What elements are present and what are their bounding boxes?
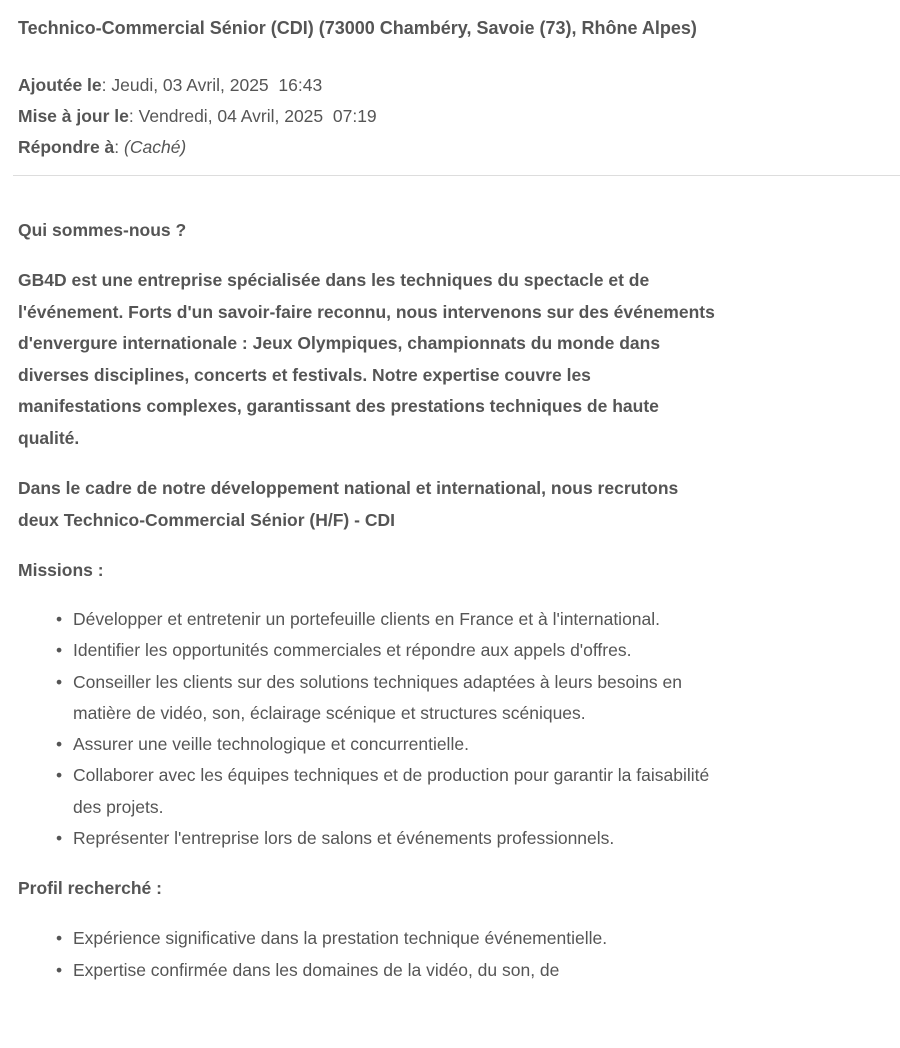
recruit-text: Dans le cadre de notre développement national et international, nous recrutons deux Technico-Commercial Sénior (H/F) - CDI <box>18 478 679 530</box>
meta-added-value: Jeudi, 03 Avril, 2025 16:43 <box>111 75 323 95</box>
profile-heading: Profil recherché : <box>18 878 162 899</box>
list-item: • Expérience significative dans la prestation technique événementielle. <box>73 923 723 954</box>
job-title: Technico-Commercial Sénior (CDI) (73000 Chambéry, Savoie (73), Rhône Alpes) <box>18 18 697 38</box>
meta-reply-label: Répondre à <box>18 137 115 157</box>
header-divider <box>13 175 900 176</box>
job-meta <box>18 70 882 163</box>
profile-list <box>18 923 723 986</box>
meta-added: Ajoutée le: Jeudi, 03 Avril, 2025 16:43 <box>18 75 323 95</box>
missions-list <box>18 604 723 854</box>
list-item: • Conseiller les clients sur des solutions techniques adaptées à leurs besoins en matière de vidéo, son, éclairage scénique et structures scéniques. <box>73 667 723 730</box>
meta-added-label: Ajoutée le <box>18 75 102 95</box>
meta-updated-label: Mise à jour le <box>18 106 129 126</box>
about-heading: Qui sommes-nous ? <box>18 220 187 240</box>
meta-reply-value: (Caché) <box>124 137 187 157</box>
list-item: • Expertise confirmée dans les domaines de la vidéo, du son, de <box>73 955 723 986</box>
list-item: • Assurer une veille technologique et concurrentielle. <box>73 729 723 760</box>
missions-heading: Missions : <box>18 560 104 580</box>
about-text: GB4D est une entreprise spécialisée dans les techniques du spectacle et de l'événement. Forts d'un savoir-faire reconnu, nous intervenons sur des événements d'envergure internationale : Jeux Olympiques, championnats du monde dans diverses disciplines, concerts et festivals. Notre expertise couvre les manifestations complexes, garantissant des prestations techniques de haute qualité. <box>18 270 715 448</box>
job-description <box>0 215 736 986</box>
meta-updated-value: Vendredi, 04 Avril, 2025 07:19 <box>138 106 377 126</box>
meta-reply: Répondre à: (Caché) <box>18 137 187 157</box>
list-item: • Développer et entretenir un portefeuille clients en France et à l'international. <box>73 604 723 635</box>
list-item: • Identifier les opportunités commerciales et répondre aux appels d'offres. <box>73 635 723 666</box>
list-item: • Collaborer avec les équipes techniques et de production pour garantir la faisabilité des projets. <box>73 760 723 823</box>
list-item: • Représenter l'entreprise lors de salons et événements professionnels. <box>73 823 723 854</box>
job-header <box>0 0 900 163</box>
meta-updated: Mise à jour le: Vendredi, 04 Avril, 2025 07:19 <box>18 106 377 126</box>
